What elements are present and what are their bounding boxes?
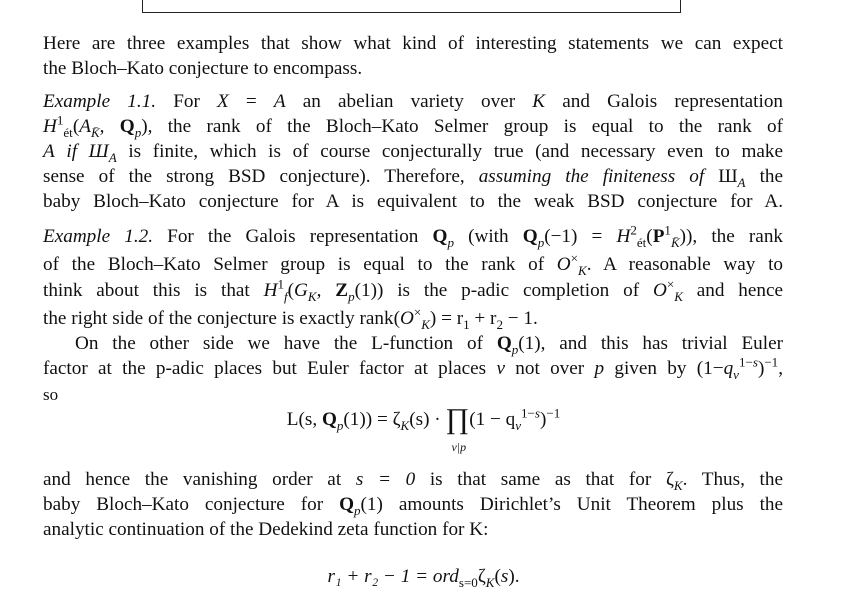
paragraph-line-3: so <box>43 385 59 404</box>
example-1-2-line-3: think about this is that $H^1_f(G_K$, $Z_p(1)$) is the p-adic completion of $O^\times_K$ and hence <box>43 276 784 304</box>
example-1-1-line-1: Example 1.1. For X = A an abelian variety over K and Galois representation <box>43 91 784 112</box>
paragraph-line-2: factor at the p-adic places but Euler factor at places v not over p given by $(1-q_v^{1-s})^{-1}$, <box>43 354 784 382</box>
example-1-2-line-4: the right side of the conjecture is exactly $rank(O^\times_K) = r_1 + r_2 - 1$. <box>43 304 538 332</box>
example-1-1-line-2: $H^1_{ét}(A_{K̄}$, $Q_p$), the rank of the Bloch–Kato Selmer group is equal to the rank of <box>43 112 783 140</box>
example-1-1-line-3: A if $Ш_A$ is finite, which is of course conjecturally true (and necessary even to make <box>43 141 784 165</box>
after-line-1: and hence the vanishing order at s = 0 is that same as that for $\zeta_K$. Thus, the <box>43 469 784 493</box>
previous-box-fragment <box>142 0 681 13</box>
example-1-1-line-5: baby Bloch–Kato conjecture for A is equivalent to the weak BSD conjecture for A. <box>43 191 783 212</box>
intro-line-2: the Bloch–Kato conjecture to encompass. <box>43 58 363 79</box>
product-symbol: ∏ v|p <box>445 403 470 454</box>
example-1-2-label: Example 1.2. <box>43 226 154 247</box>
example-1-1-label: Example 1.1. <box>43 91 157 112</box>
intro-line-1: Here are three examples that show what kind of interesting statements we can expect <box>43 33 783 54</box>
example-1-1-line-4: sense of the strong BSD conjecture). Therefore, assuming the finiteness of $Ш_A$ the <box>43 166 784 190</box>
after-line-3: analytic continuation of the Dedekind zeta function for K: <box>43 519 489 540</box>
paragraph-line-1: On the other side we have the L-function of $Q_p(1)$, and this has trivial Euler <box>75 333 783 357</box>
example-1-2-line-1: Example 1.2. For the Galois representation $Q_p$ (with $Q_p(-1) = H^2_{ét}(P^1_{K̄})$), the rank <box>43 222 784 250</box>
equation-unit-theorem: $r_1 + r_2 - 1 = ord_{s=0}\zeta_K(s)$. <box>327 566 520 590</box>
equation-l-function: L(s, $Q_p(1)) = \zeta_K(s)$ · ∏ v|p $(1 - q_v^{1-s})^{-1}$ <box>286 403 561 454</box>
example-1-2-line-2: of the Bloch–Kato Selmer group is equal to the rank of $O^\times_K$. A reasonable way to <box>43 250 783 278</box>
after-line-2: baby Bloch–Kato conjecture for $Q_p(1)$ amounts Dirichlet’s Unit Theorem plus the <box>43 494 784 518</box>
